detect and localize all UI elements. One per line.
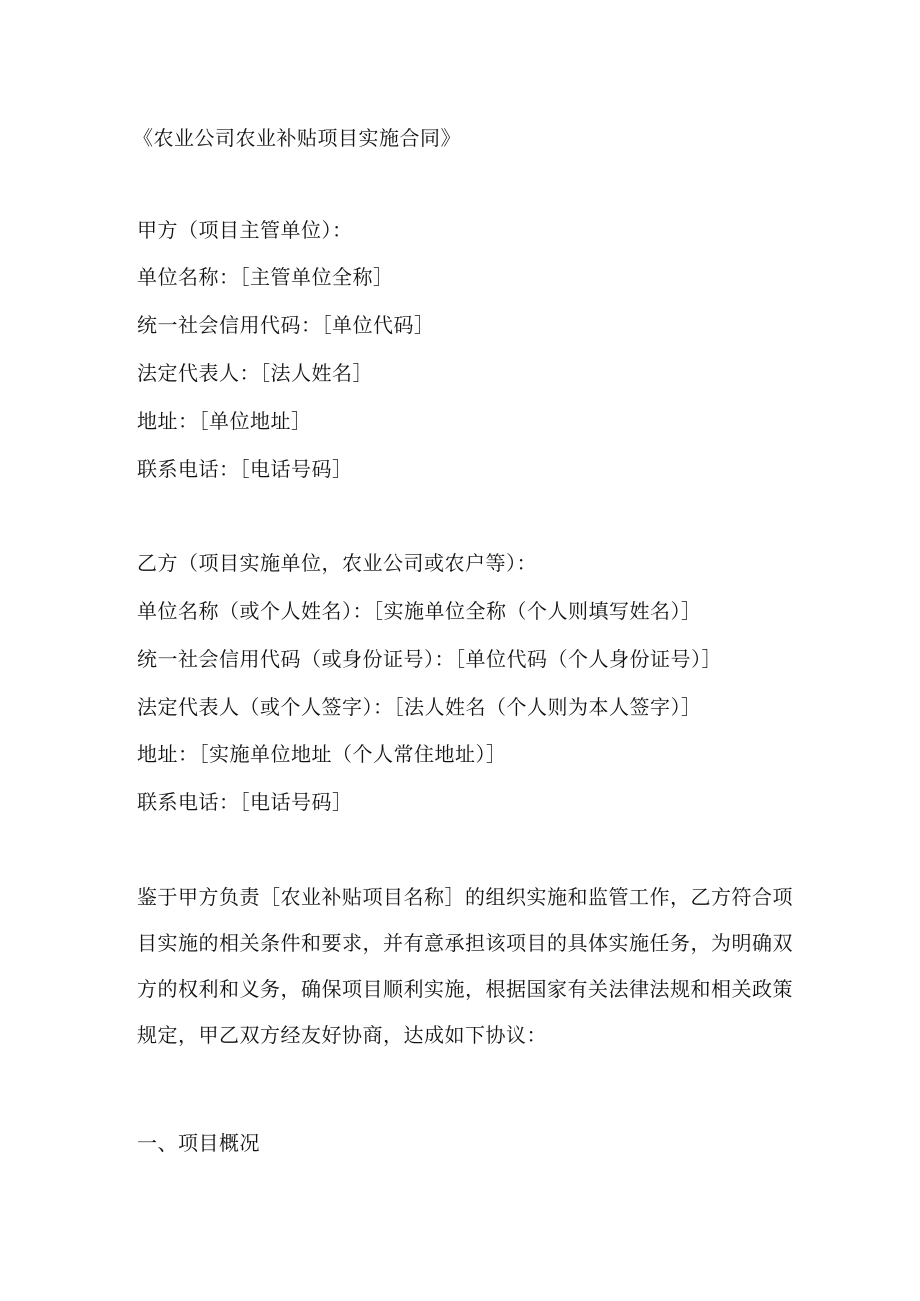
- party-b-name: 单位名称（或个人姓名）：［实施单位全称（个人则填写姓名）］: [137, 599, 702, 623]
- preamble-line-4: 规定，甲乙双方经友好协商，达成如下协议：: [137, 1023, 547, 1047]
- party-b-heading: 乙方（项目实施单位，农业公司或农户等）：: [137, 551, 537, 575]
- document-title: 《农业公司农业补贴项目实施合同》: [133, 126, 461, 150]
- preamble-line-2: 目实施的相关条件和要求，并有意承担该项目的具体实施任务，为明确双: [137, 931, 793, 955]
- party-a-heading: 甲方（项目主管单位）：: [137, 218, 353, 242]
- party-a-credit-code: 统一社会信用代码：［单位代码］: [137, 313, 435, 337]
- party-b-phone: 联系电话：［电话号码］: [137, 790, 353, 814]
- section-1-heading: 一、项目概况: [137, 1131, 260, 1155]
- party-b-credit-code: 统一社会信用代码（或身份证号）：［单位代码（个人身份证号）］: [137, 647, 722, 671]
- party-a-name: 单位名称：［主管单位全称］: [137, 265, 394, 289]
- party-b-legal-rep: 法定代表人（或个人签字）：［法人姓名（个人则为本人签字）］: [137, 695, 702, 719]
- party-b-address: 地址：［实施单位地址（个人常住地址）］: [137, 742, 507, 766]
- preamble-line-1: 鉴于甲方负责［农业补贴项目名称］的组织实施和监管工作，乙方符合项: [137, 885, 793, 909]
- party-a-phone: 联系电话：［电话号码］: [137, 457, 353, 481]
- preamble-line-3: 方的权利和义务，确保项目顺利实施，根据国家有关法律法规和相关政策: [137, 977, 793, 1001]
- party-a-legal-rep: 法定代表人：［法人姓名］: [137, 361, 373, 385]
- party-a-address: 地址：［单位地址］: [137, 409, 312, 433]
